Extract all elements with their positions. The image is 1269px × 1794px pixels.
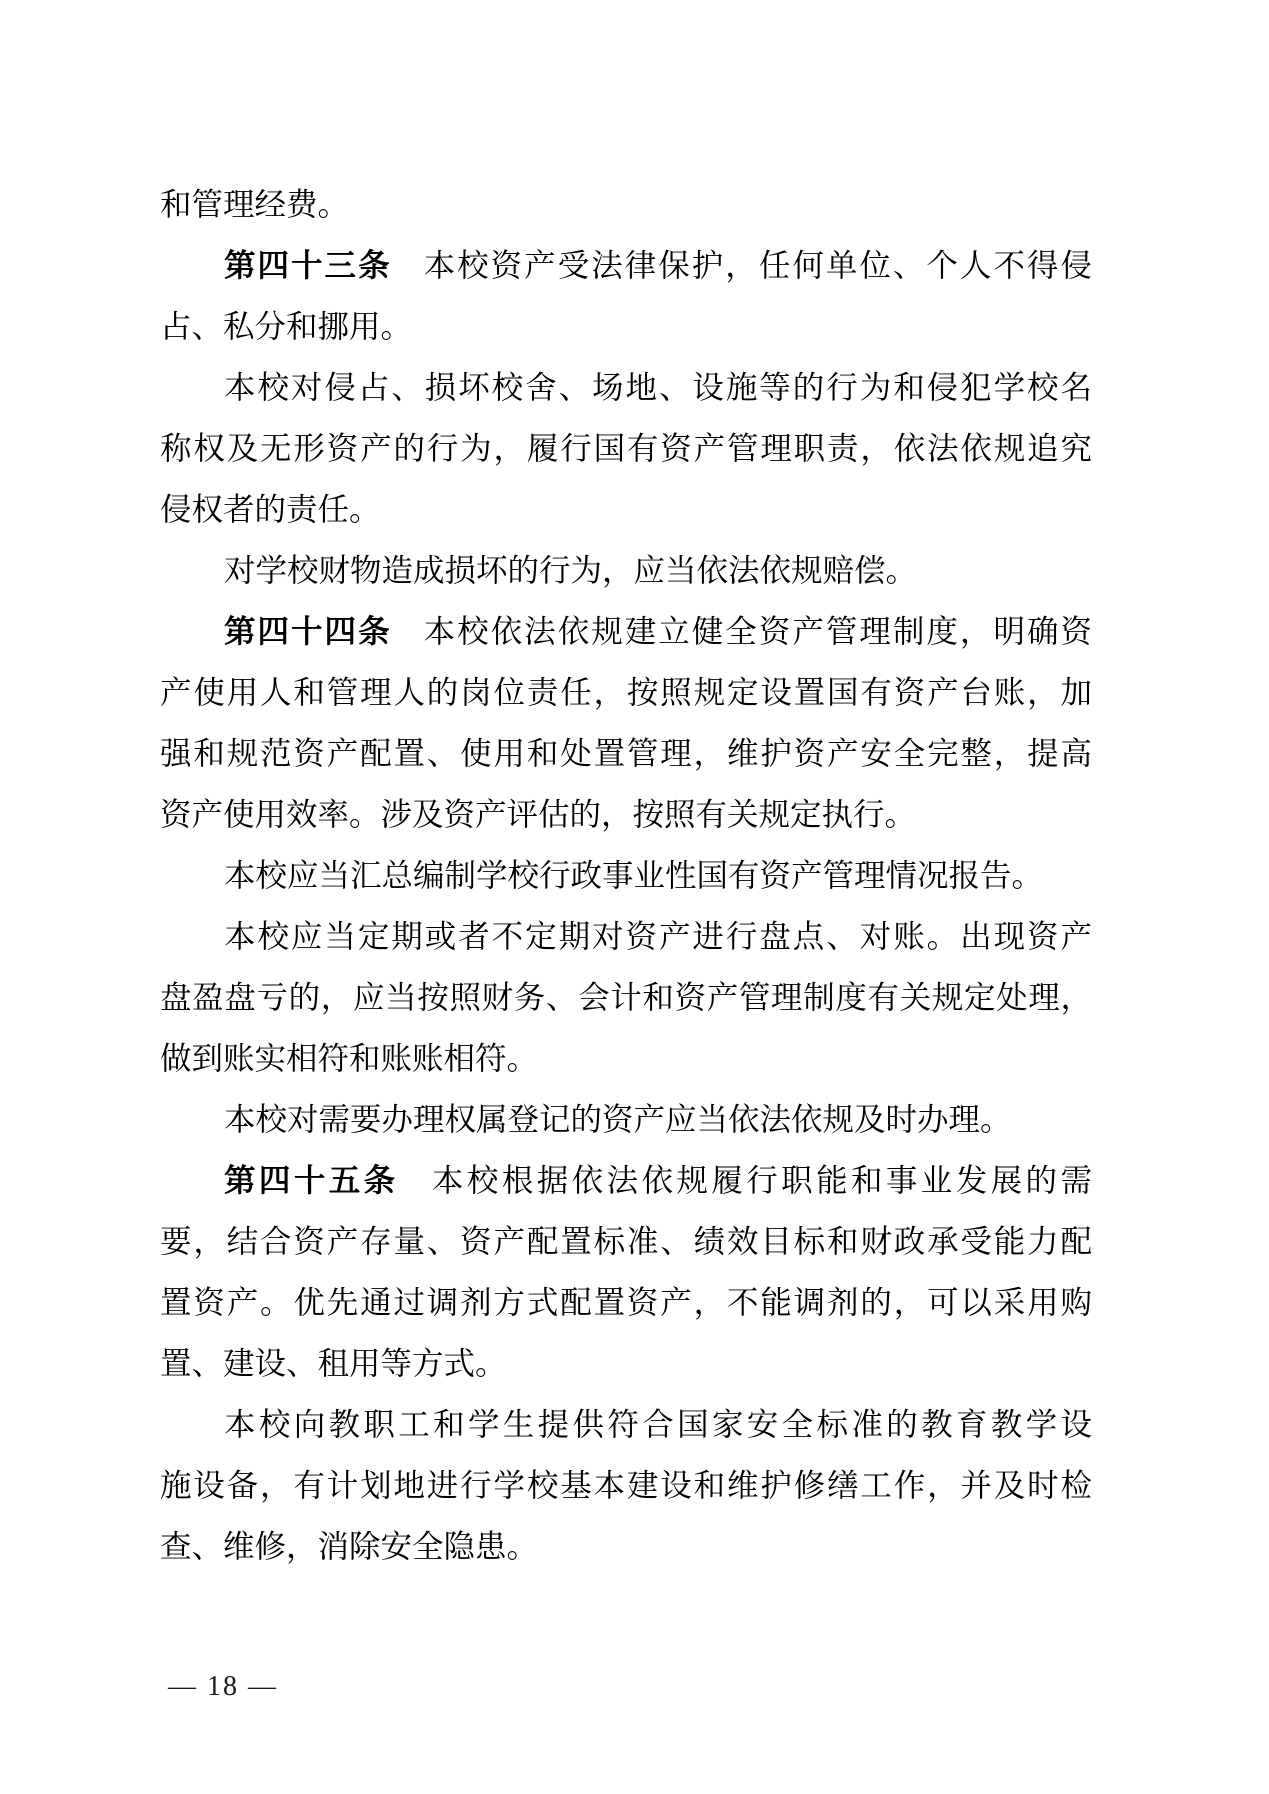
- text-line: 施设备，有计划地进行学校基本建设和维护修缮工作，并及时检: [160, 1468, 1092, 1503]
- paragraph: [160, 1394, 1092, 1577]
- text-line: 资产使用效率。涉及资产评估的，按照有关规定执行。: [160, 797, 917, 832]
- text-line: 置资产。优先通过调剂方式配置资产，不能调剂的，可以采用购: [160, 1285, 1092, 1320]
- paragraph: [160, 357, 1092, 540]
- paragraph: [160, 1089, 1092, 1150]
- page-footer: [168, 1662, 278, 1712]
- text-line: 产使用人和管理人的岗位责任，按照规定设置国有资产台账，加: [160, 675, 1092, 710]
- document-body: [160, 174, 1092, 1577]
- text-line: 称权及无形资产的行为，履行国有资产管理职责，依法依规追究: [160, 431, 1092, 466]
- paragraph: [160, 1150, 1092, 1394]
- text-line: 本校对侵占、损坏校舍、场地、设施等的行为和侵犯学校名: [224, 370, 1092, 405]
- paragraph: [160, 174, 1092, 235]
- text-line: 和管理经费。: [160, 187, 350, 222]
- text-line: 占、私分和挪用。: [160, 309, 413, 344]
- paragraph: [160, 540, 1092, 601]
- text-line: 本校应当定期或者不定期对资产进行盘点、对账。出现资产: [224, 919, 1092, 954]
- line-text: 本校资产受法律保护，任何单位、个人不得侵: [421, 248, 1092, 283]
- text-line: 本校对需要办理权属登记的资产应当依法依规及时办理。: [224, 1102, 1012, 1137]
- line-text: 本校依法依规建立健全资产管理制度，明确资: [421, 614, 1092, 649]
- article-number: 第四十四条: [224, 613, 392, 649]
- text-line: 强和规范资产配置、使用和处置管理，维护资产安全完整，提高: [160, 736, 1092, 771]
- text-line: 置、建设、租用等方式。: [160, 1346, 507, 1381]
- text-line: 本校向教职工和学生提供符合国家安全标准的教育教学设: [224, 1407, 1092, 1442]
- paragraph: [160, 235, 1092, 357]
- paragraph: [160, 601, 1092, 845]
- text-line: [160, 1150, 1092, 1211]
- article-number: 第四十三条: [224, 247, 392, 283]
- text-line: 做到账实相符和账账相符。: [160, 1041, 539, 1076]
- text-line: 侵权者的责任。: [160, 492, 381, 527]
- text-line: 盘盈盘亏的，应当按照财务、会计和资产管理制度有关规定处理，: [160, 980, 1092, 1015]
- paragraph: [160, 845, 1092, 906]
- paragraph: [160, 906, 1092, 1089]
- text-line: 对学校财物造成损坏的行为，应当依法依规赔偿。: [224, 553, 918, 588]
- text-line: [160, 601, 1092, 662]
- page-number: — 18 —: [168, 1671, 278, 1702]
- line-text: 本校根据依法依规履行职能和事业发展的需: [428, 1163, 1092, 1198]
- article-number: 第四十五条: [224, 1162, 399, 1198]
- text-line: [160, 235, 1092, 296]
- text-line: 要，结合资产存量、资产配置标准、绩效目标和财政承受能力配: [160, 1224, 1092, 1259]
- text-line: 本校应当汇总编制学校行政事业性国有资产管理情况报告。: [224, 858, 1044, 893]
- text-line: 查、维修，消除安全隐患。: [160, 1529, 539, 1564]
